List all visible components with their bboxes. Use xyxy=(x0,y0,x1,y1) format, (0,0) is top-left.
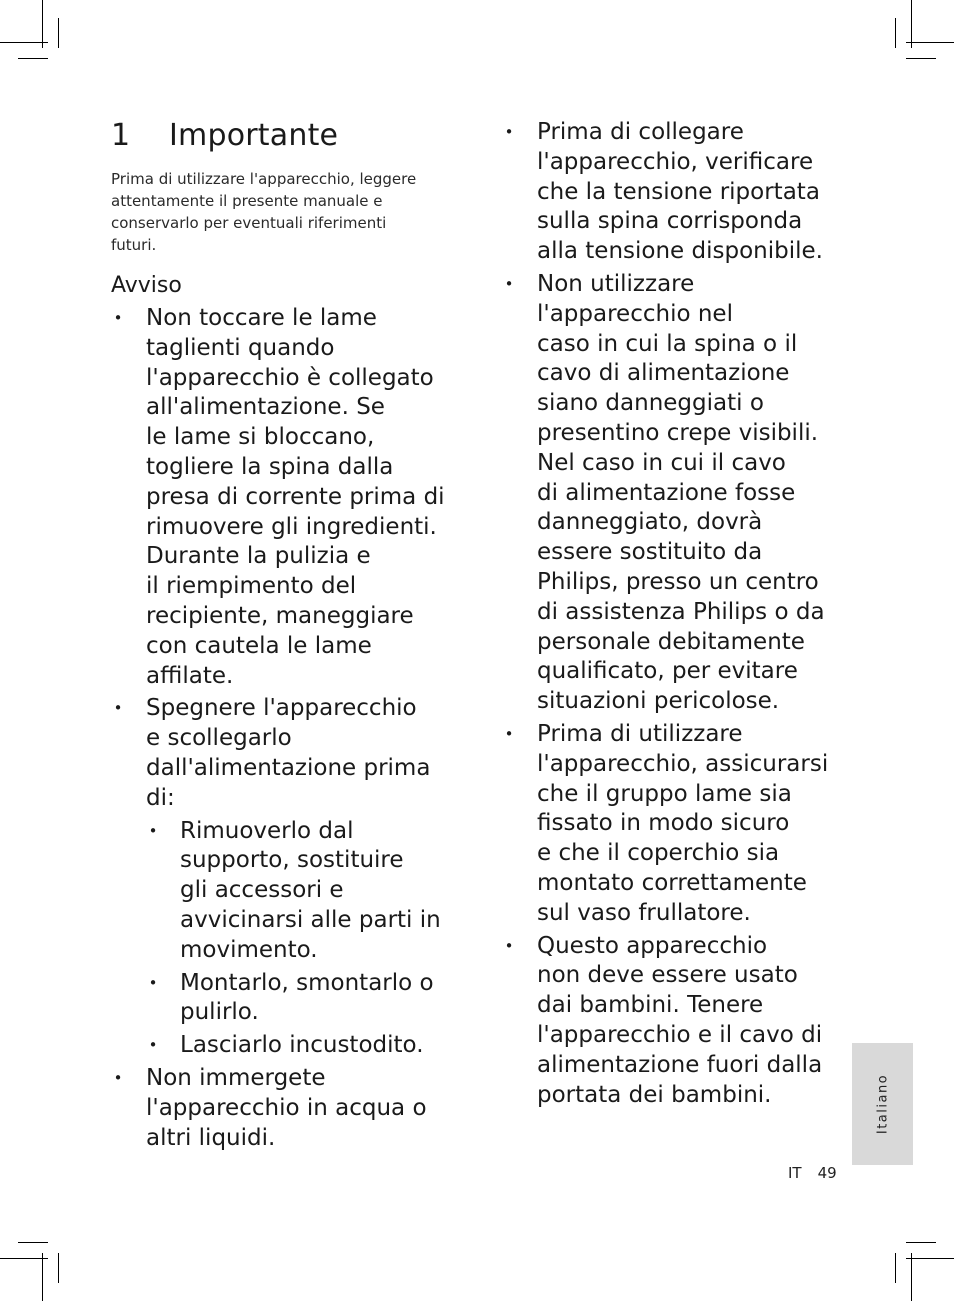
crop-mark xyxy=(0,1258,48,1259)
list-item-text: Prima di utilizzare l'apparecchio, assicurarsi che il gruppo lame sia fissato in modo sicuro e che il coperchio sia montato correttamente sul vaso frullatore. xyxy=(537,720,829,926)
bullet: • xyxy=(113,309,123,327)
sub-list-item-text: Montarlo, smontarlo o pulirlo. xyxy=(180,969,434,1026)
list-item xyxy=(111,304,461,691)
crop-mark xyxy=(911,0,912,48)
sub-list-item-text: Lasciarlo incustodito. xyxy=(180,1032,424,1059)
crop-mark xyxy=(0,42,48,43)
crop-mark xyxy=(906,58,936,59)
warning-list-right xyxy=(502,118,847,1113)
page-footer xyxy=(788,1163,837,1183)
crop-mark xyxy=(906,42,954,43)
list-item-text: Questo apparecchio non deve essere usato dai bambini. Tenere l'apparecchio e il cavo di alimentazione fuori dalla portata dei bambini. xyxy=(537,932,823,1108)
list-item xyxy=(111,1064,461,1153)
crop-mark xyxy=(18,58,48,59)
list-item xyxy=(502,118,847,267)
sub-list-item xyxy=(146,969,461,1029)
language-side-tab xyxy=(852,1043,913,1165)
bullet: • xyxy=(148,973,158,992)
list-item xyxy=(502,932,847,1111)
crop-mark xyxy=(58,18,59,48)
bullet: • xyxy=(504,123,514,141)
warning-heading: Avviso xyxy=(111,273,182,298)
footer-language-code: IT xyxy=(788,1164,802,1182)
bullet: • xyxy=(504,936,514,955)
section-title: Importante xyxy=(169,118,339,153)
bullet: • xyxy=(148,821,158,840)
crop-mark xyxy=(906,1258,954,1259)
crop-mark xyxy=(906,1242,936,1243)
bullet: • xyxy=(504,724,514,743)
list-item-text: Non utilizzare l'apparecchio nel caso in cui la spina o il cavo di alimentazione siano danneggiati o presentino crepe visibili. Nel caso in cui il cavo di alimentazione fosse danneggiato, dovrà essere sostituito da Philips, presso un centro di assistenza Philips o da personale debitamente qualificato, per evitare situazioni pericolose. xyxy=(537,270,825,715)
list-item-text: Spegnere l'apparecchio e scollegarlo dall'alimentazione prima di: xyxy=(146,695,431,811)
sub-list-item xyxy=(146,817,461,966)
section-heading xyxy=(111,114,338,158)
warning-list-left xyxy=(111,304,461,1156)
list-item xyxy=(111,694,461,1061)
list-item-text: Prima di collegare l'apparecchio, verificare che la tensione riportata sulla spina corrisponda alla tensione disponibile. xyxy=(537,119,823,265)
bullet: • xyxy=(113,699,123,718)
crop-mark xyxy=(895,1253,896,1283)
crop-mark xyxy=(911,1253,912,1301)
intro-paragraph: Prima di utilizzare l'apparecchio, leggere attentamente il presente manuale e conservarlo per eventuali riferimenti futuri. xyxy=(111,170,417,254)
crop-mark xyxy=(895,18,896,48)
section-number: 1 xyxy=(111,118,131,153)
bullet: • xyxy=(504,274,514,293)
sub-list-item xyxy=(146,1031,461,1061)
bullet: • xyxy=(113,1068,123,1087)
list-item-text: Non immergete l'apparecchio in acqua o altri liquidi. xyxy=(146,1064,427,1151)
crop-mark xyxy=(58,1253,59,1283)
language-tab-label: Italiano xyxy=(875,1073,890,1135)
list-item xyxy=(502,270,847,717)
list-item xyxy=(502,720,847,929)
list-item-text: Non toccare le lame taglienti quando l'apparecchio è collegato all'alimentazione. Se le lame si bloccano, togliere la spina dalla presa di corrente prima di rimuovere gli ingredienti. Durante la pulizia e il riempimento del recipiente, maneggiare con cautela le lame affilate. xyxy=(146,305,445,689)
page-number: 49 xyxy=(817,1164,837,1182)
crop-mark xyxy=(18,1242,48,1243)
sub-list-item-text: Rimuoverlo dal supporto, sostituire gli accessori e avvicinarsi alle parti in movimento. xyxy=(180,817,441,963)
bullet: • xyxy=(148,1036,158,1055)
crop-mark xyxy=(42,0,43,48)
sub-list xyxy=(146,817,461,1061)
crop-mark xyxy=(42,1253,43,1301)
